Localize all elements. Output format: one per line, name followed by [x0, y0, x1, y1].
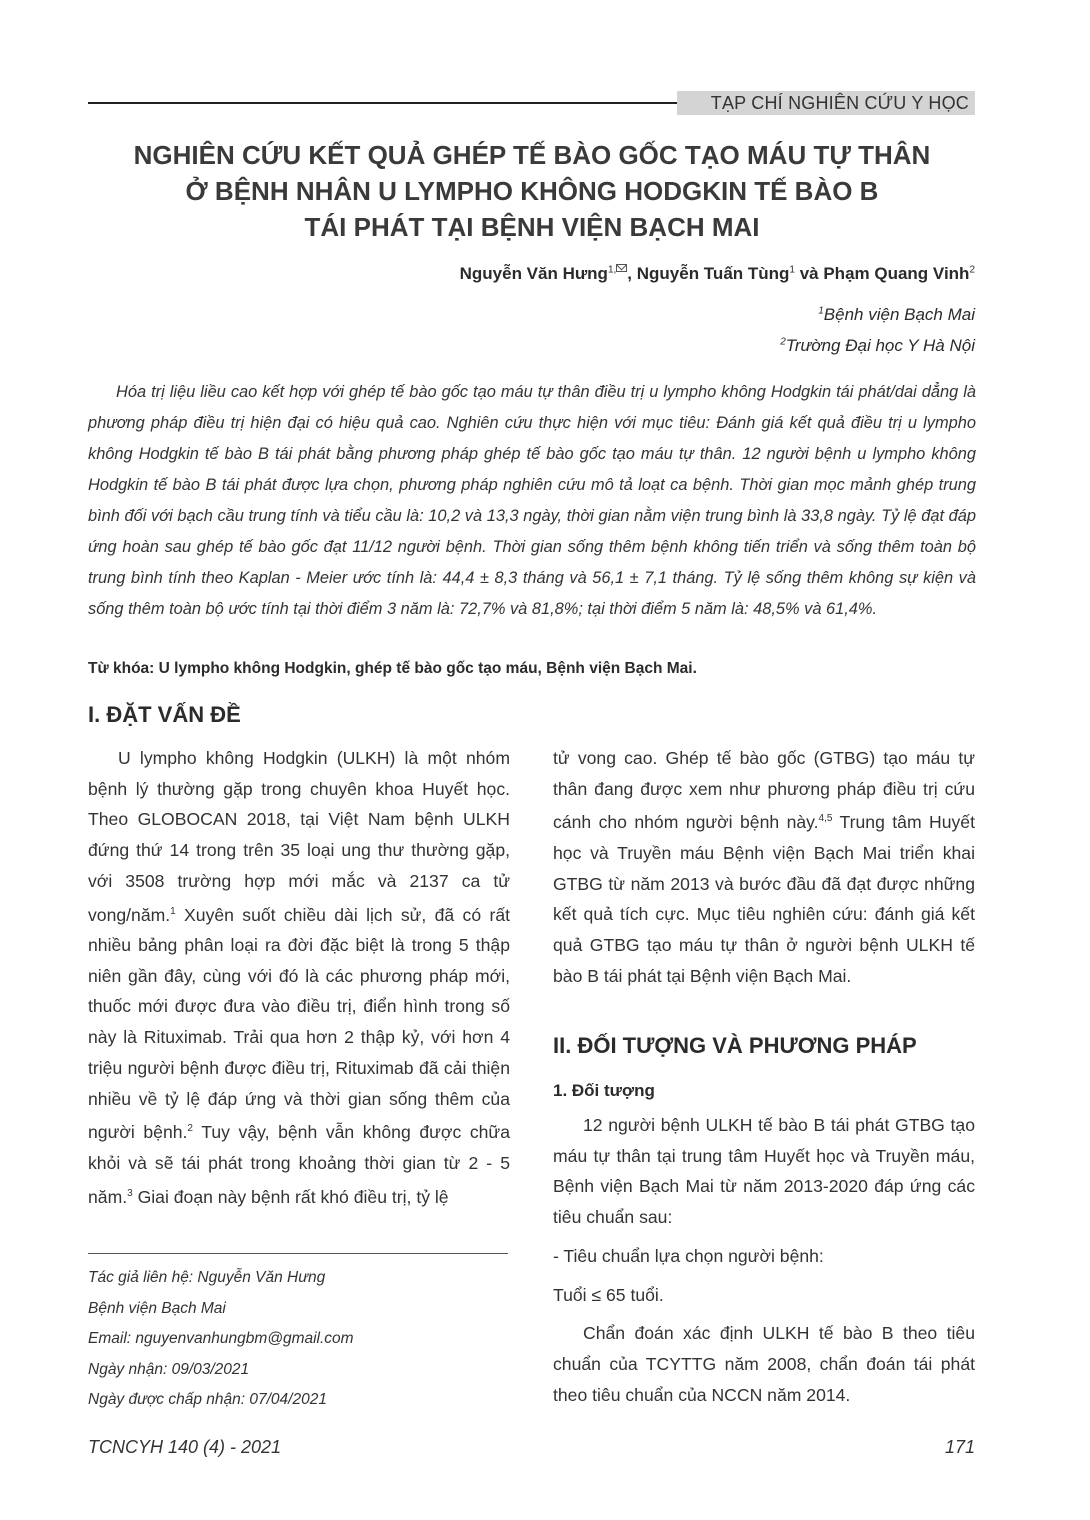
body-paragraph	[88, 743, 510, 1212]
envelope-icon	[616, 264, 627, 272]
author-list	[460, 264, 975, 284]
author-separator: ,	[627, 264, 637, 283]
author-separator: và	[794, 264, 824, 283]
right-column-top	[553, 743, 975, 991]
affiliation-marker: 1,	[607, 264, 617, 276]
text-run: Trung tâm Huyết học và Truyền máu Bệnh viện Bạch Mai triển khai GTBG từ năm 2013 và bước đầu đã đạt được những kết quả tích cực. Mục tiêu nghiên cứu: đánh giá kết quả GTBG tạo máu tự thân ở người bệnh ULKH tế bào B tái phát tại Bệnh viện Bạch Mai.	[553, 812, 975, 986]
text-run: Tuy vậy, bệnh vẫn không được chữa khỏi và sẽ tái phát trong khoảng thời gian từ 2 - 5 năm.	[88, 1122, 510, 1207]
footnote-line: Bệnh viện Bạch Mai	[88, 1299, 226, 1317]
abstract: Hóa trị liệu liều cao kết hợp với ghép tế bào gốc tạo máu tự thân điều trị u lympho không Hodgkin tái phát/dai dẳng là phương pháp điều trị hiện đại có hiệu quả cao. Nghiên cứu thực hiện với mục tiêu: Đánh giá kết quả điều trị u lympho không Hodgkin tế bào B tái phát bằng phương pháp ghép tế bào gốc tạo máu tự thân. 12 người bệnh u lympho không Hodgkin tế bào B tái phát được lựa chọn, phương pháp nghiên cứu mô tả loạt ca bệnh. Thời gian mọc mảnh ghép trung bình đối với bạch cầu trung tính và tiểu cầu là: 10,2 và 13,3 ngày, thời gian nằm viện trung bình là 33,8 ngày. Tỷ lệ đạt đáp ứng hoàn sau ghép tế bào gốc đạt 11/12 người bệnh. Thời gian sống thêm bệnh không tiến triển và sống thêm toàn bộ trung bình tính theo Kaplan - Meier ước tính là: 44,4 ± 8,3 tháng và 56,1 ± 7,1 tháng. Tỷ lệ sống thêm không sự kiện và sống thêm toàn bộ ước tính tại thời điểm 3 năm là: 72,7% và 81,8%; tại thời điểm 5 năm là: 48,5% và 61,4%.	[88, 383, 976, 618]
title-line: TÁI PHÁT TẠI BỆNH VIỆN BẠCH MAI	[304, 212, 760, 242]
title-line: NGHIÊN CỨU KẾT QUẢ GHÉP TẾ BÀO GỐC TẠO MÁU TỰ THÂN	[133, 140, 931, 170]
body-paragraph: 12 người bệnh ULKH tế bào B tái phát GTBG tạo máu tự thân tại trung tâm Huyết học và Truyền máu, Bệnh viện Bạch Mai từ năm 2013-2020 đáp ứng các tiêu chuẩn sau:	[553, 1115, 975, 1228]
author-name: Nguyễn Văn Hưng	[459, 264, 608, 283]
title-line: Ở BỆNH NHÂN U LYMPHO KHÔNG HODGKIN TẾ BÀO B	[185, 176, 879, 206]
affiliation-marker: 1	[818, 305, 824, 317]
body-paragraph	[553, 743, 975, 991]
journal-name-tag: TẠP CHÍ NGHIÊN CỨU Y HỌC	[677, 91, 975, 115]
citation-marker: 1	[170, 905, 176, 917]
criteria-item: Tuổi ≤ 65 tuổi.	[553, 1284, 664, 1305]
body-paragraph: Chẩn đoán xác định ULKH tế bào B theo tiêu chuẩn của TCYTTG năm 2008, chẩn đoán tái phát theo tiêu chuẩn của NCCN năm 2014.	[553, 1323, 975, 1405]
left-column	[88, 743, 510, 1212]
citation-marker: 2	[187, 1123, 193, 1135]
section-heading: II. ĐỐI TƯỢNG VÀ PHƯƠNG PHÁP	[553, 1033, 917, 1058]
text-run: Xuyên suốt chiều dài lịch sử, đã có rất nhiều bảng phân loại ra đời đặc biệt là trong 5 thập niên gần đây, cùng với đó là các phương pháp mới, thuốc mới được đưa vào điều trị, điển hình trong số này là Rituximab. Trải qua hơn 2 thập kỷ, với hơn 4 triệu người bệnh được điều trị, Rituximab đã cải thiện nhiều về tỷ lệ đáp ứng và thời gian sống thêm của người bệnh.	[88, 904, 510, 1143]
affiliation-name: Trường Đại học Y Hà Nội	[785, 336, 975, 355]
text-run: Giai đoạn này bệnh rất khó điều trị, tỷ lệ	[132, 1186, 449, 1207]
text-run: tử vong cao. Ghép tế bào gốc (GTBG) tạo máu tự thân đang được xem như phương pháp điều trị cứu cánh cho nhóm người bệnh này.	[553, 748, 975, 833]
subsection-heading: 1. Đối tượng	[553, 1081, 655, 1100]
author-name: Phạm Quang Vinh	[823, 264, 970, 283]
affiliation-marker: 2	[969, 264, 975, 276]
criteria-label: - Tiêu chuẩn lựa chọn người bệnh:	[553, 1245, 824, 1266]
correspondence-footnote	[88, 1263, 354, 1416]
text-run: U lympho không Hodgkin (ULKH) là một nhóm bệnh lý thường gặp trong chuyên khoa Huyết học. Theo GLOBOCAN 2018, tại Việt Nam bệnh ULKH đứng thứ 14 trong trên 35 loại ung thư thường gặp, với 3508 trường hợp mới mắc và 2137 ca tử vong/năm.	[88, 748, 510, 925]
footnote-line: Email: nguyenvanhungbm@gmail.com	[88, 1330, 354, 1347]
journal-issue: TCNCYH 140 (4) - 2021	[88, 1437, 282, 1457]
affiliation	[818, 305, 975, 325]
article-title	[88, 137, 976, 245]
section-heading: I. ĐẶT VẤN ĐỀ	[88, 702, 241, 727]
affiliation-name: Bệnh viện Bạch Mai	[823, 305, 975, 324]
footnote-line: Tác giả liên hệ: Nguyễn Văn Hưng	[88, 1269, 326, 1286]
footnote-line: Ngày nhận: 09/03/2021	[88, 1360, 250, 1378]
footnote-rule	[88, 1253, 508, 1254]
affiliation	[780, 336, 975, 356]
citation-marker: 3	[127, 1187, 133, 1199]
citation-marker: 4,5	[818, 813, 833, 825]
page-number: 171	[944, 1437, 975, 1457]
right-column-subjects	[553, 1110, 975, 1410]
footnote-line: Ngày được chấp nhận: 07/04/2021	[88, 1391, 327, 1408]
affiliation-marker: 1	[789, 264, 795, 276]
header-rule	[88, 102, 678, 104]
keywords: Từ khóa: U lympho không Hodgkin, ghép tế bào gốc tạo máu, Bệnh viện Bạch Mai.	[88, 660, 697, 677]
affiliation-marker: 2	[780, 336, 786, 348]
author-name: Nguyễn Tuấn Tùng	[636, 264, 790, 283]
